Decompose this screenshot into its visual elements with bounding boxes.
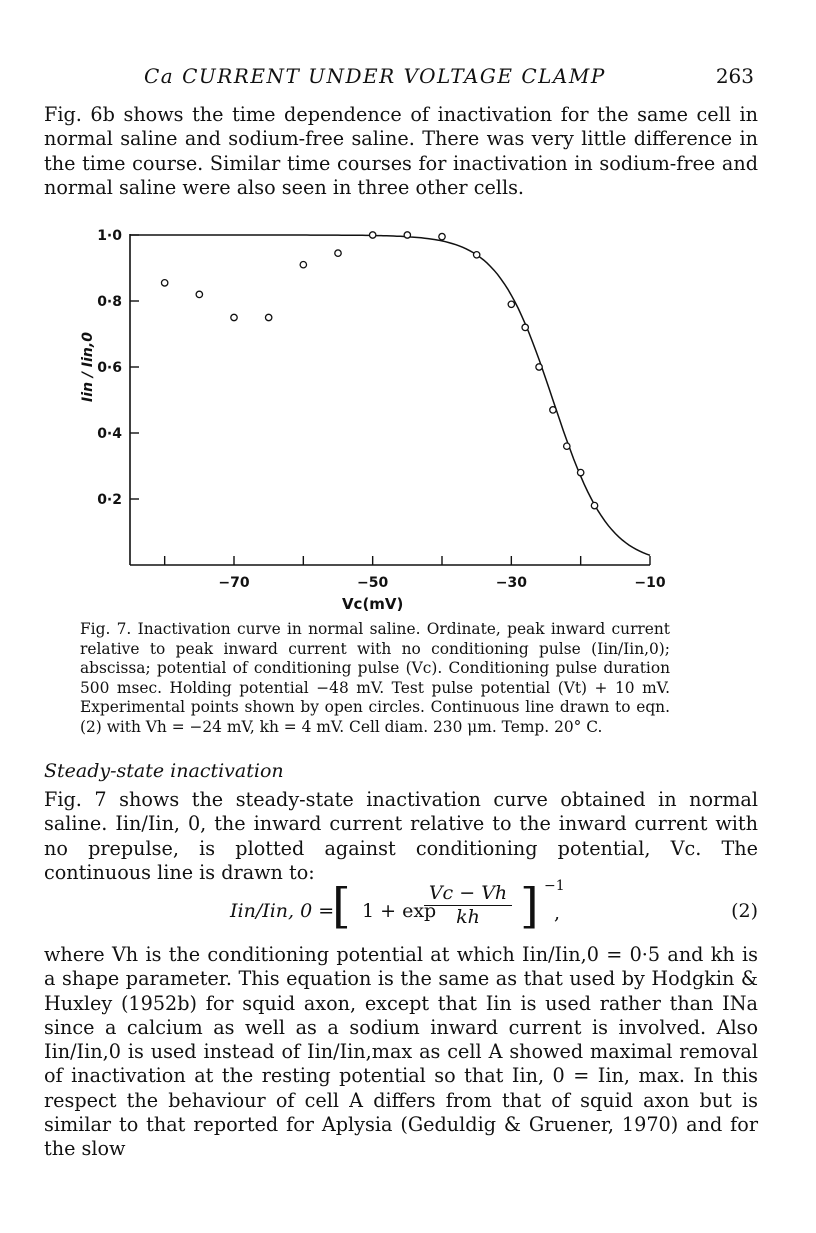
data-point — [369, 232, 375, 238]
equation-number: (2) — [731, 900, 758, 922]
x-axis-label: Vc(mV) — [341, 595, 404, 613]
figure-caption: Fig. 7. Inactivation curve in normal saline. Ordinate, peak inward current relative to peak inward current with no conditioning pulse (Iin/Iin,0); abscissa; potential of conditioning pulse (Vc). Conditioning pulse duration 500 msec. Holding potential −48 mV. Test pulse potential (Vt) + 10 mV. Experimental points shown by open circles. Continuous line drawn to eqn. (2) with Vh = −24 mV, kh = 4 mV. Cell diam. 230 μm. Temp. 20° C. — [80, 620, 670, 736]
fraction-denominator: kh — [456, 906, 480, 928]
equation-comma: , — [554, 902, 561, 924]
running-title: Ca CURRENT UNDER VOLTAGE CLAMP — [144, 64, 606, 88]
data-point — [300, 262, 306, 268]
paragraph-2: Fig. 7 shows the steady-state inactivation curve obtained in normal saline. Iin/Iin, 0, the inward current relative to the inward current with no prepulse, is plotted against conditioning potential, Vc. The continuous line is drawn to: — [44, 788, 758, 884]
y-tick-label: 0·8 — [97, 294, 122, 310]
data-point — [550, 407, 556, 413]
equation-fraction — [424, 882, 512, 928]
y-tick-label: 0·4 — [97, 426, 122, 442]
figure-7-chart — [70, 218, 670, 613]
x-tick-label: −30 — [495, 575, 527, 591]
data-points-group — [161, 232, 597, 509]
y-tick-label: 0·2 — [97, 492, 122, 508]
left-bracket: [ — [332, 878, 351, 934]
data-point — [522, 324, 528, 330]
y-tick-label: 1·0 — [97, 228, 122, 244]
data-point — [591, 502, 597, 508]
page-number: 263 — [715, 64, 754, 88]
data-point — [508, 301, 514, 307]
data-point — [536, 364, 542, 370]
running-header — [44, 64, 774, 94]
x-tick-label: −50 — [357, 575, 389, 591]
chart-svg — [70, 218, 670, 613]
equation-2 — [44, 880, 758, 942]
data-point — [161, 280, 167, 286]
paragraph-3: where Vh is the conditioning potential at which Iin/Iin,0 = 0·5 and kh is a shape parameter. This equation is the same as that used by Hodgkin & Huxley (1952b) for squid axon, except that Iin is used rather than INa since a calcium as well as a sodium inward current is involved. Also Iin/Iin,0 is used instead of Iin/Iin,max as cell A showed maximal removal of inactivation at the resting potential so that Iin, 0 = Iin, max. In this respect the behaviour of cell A differs from that of squid axon but is similar to that reported for Aplysia (Geduldig & Gruener, 1970) and for the slow — [44, 943, 758, 1161]
data-point — [196, 291, 202, 297]
y-axis-label: Iin / Iin,0 — [80, 332, 96, 402]
x-tick-label: −70 — [218, 575, 250, 591]
equation-lhs: Iin/Iin, 0 = — [230, 900, 335, 922]
equation-exponent: −1 — [544, 878, 565, 894]
paragraph-1: Fig. 6b shows the time dependence of inactivation for the same cell in normal saline and sodium-free saline. There was very little difference in the time course. Similar time courses for inactivation in sodium-free and normal saline were also seen in three other cells. — [44, 103, 758, 199]
data-point — [439, 233, 445, 239]
fitted-curve-group — [130, 235, 650, 555]
equation-body: 1 + exp — [362, 900, 437, 922]
fraction-numerator: Vc − Vh — [424, 882, 512, 906]
data-point — [335, 250, 341, 256]
data-point — [404, 232, 410, 238]
data-point — [564, 443, 570, 449]
y-tick-label: 0·6 — [97, 360, 122, 376]
x-tick-label: −10 — [634, 575, 666, 591]
section-heading: Steady-state inactivation — [44, 760, 284, 782]
data-point — [231, 314, 237, 320]
data-point — [577, 469, 583, 475]
data-point — [265, 314, 271, 320]
fitted-curve — [130, 235, 650, 555]
chart-axes — [97, 228, 666, 591]
data-point — [473, 252, 479, 258]
right-bracket: ] — [520, 878, 539, 934]
